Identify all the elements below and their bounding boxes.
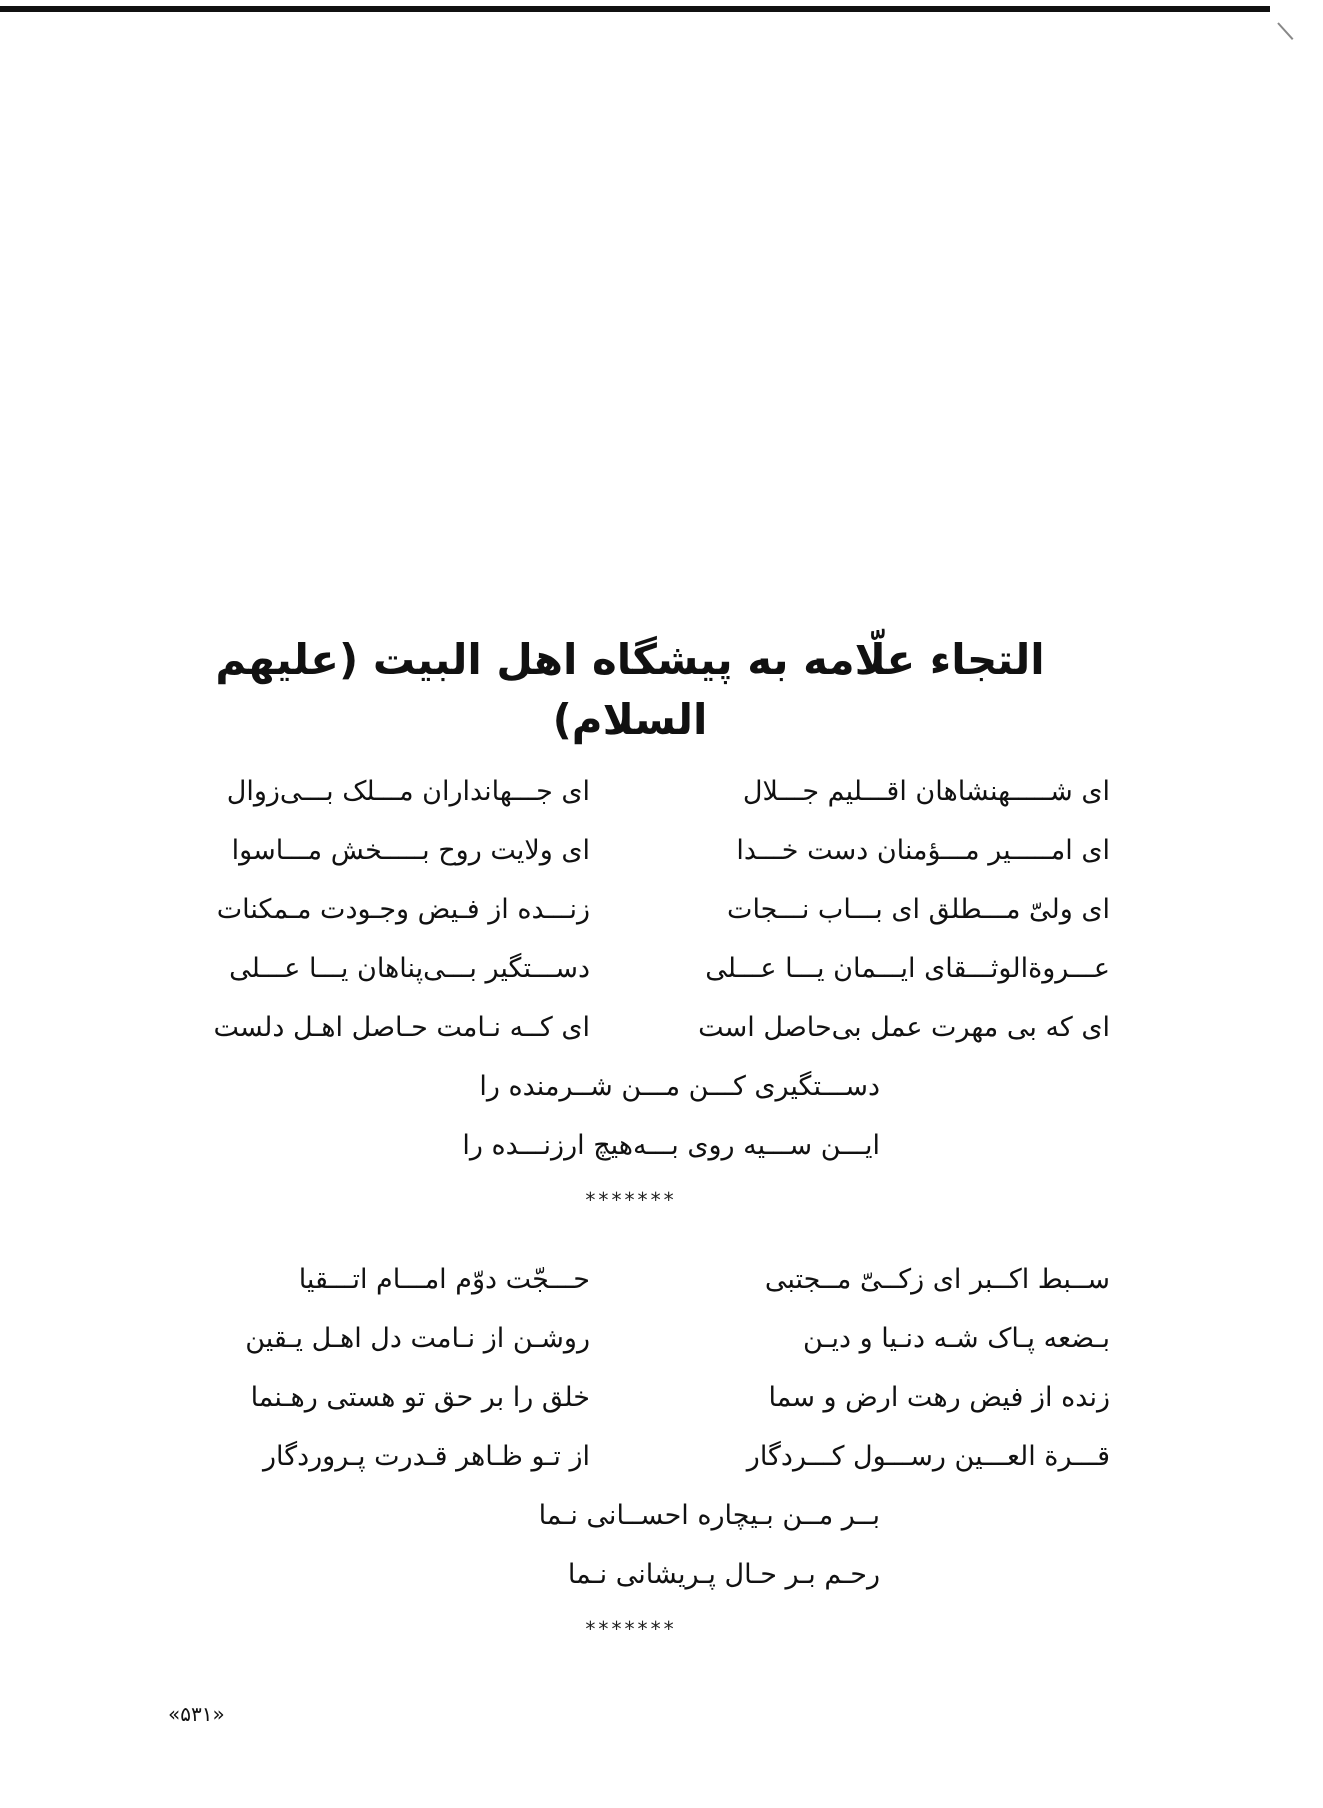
hemistich-second: روشـن از نـامت دل اهـل یـقین (245, 1322, 590, 1354)
refrain-text: بــر مــن بـیچاره احســانی نـما (538, 1499, 880, 1531)
couplet (150, 762, 1110, 821)
hemistich-first: ای که بی مهرت عمل بی‌حاصل است (698, 1011, 1110, 1043)
refrain-line (150, 1116, 1110, 1175)
hemistich-second: از تـو ظـاهر قـدرت پـروردگار (263, 1440, 590, 1472)
hemistich-first: ای ولیّ مـــطلق ای بـــاب نـــجات (727, 893, 1110, 925)
stanza-2 (150, 1250, 1110, 1654)
hemistich-second: حـــجّت دوّم امـــام اتـــقیا (298, 1263, 590, 1295)
refrain-line (150, 1486, 1110, 1545)
poem-title: التجاء علّامه به پیشگاه اهل البیت (علیهم السلام) (215, 635, 1045, 744)
stanza-1 (150, 762, 1110, 1225)
hemistich-second: ای ولایت روح بـــــخش مـــاسوا (231, 834, 590, 866)
hemistich-first: بـضعه پـاک شـه دنـیا و دیـن (803, 1322, 1110, 1354)
couplet (150, 880, 1110, 939)
couplet (150, 998, 1110, 1057)
hemistich-second: زنـــده از فـیض وجـودت مـمکنات (216, 893, 590, 925)
couplet (150, 1309, 1110, 1368)
asterisk-divider: ******* (584, 1188, 676, 1212)
refrain-text: رحـم بـر حـال پـریشانی نـما (567, 1558, 880, 1590)
couplet (150, 939, 1110, 998)
page (150, 0, 1110, 1808)
couplet (150, 821, 1110, 880)
corner-scan-mark (1277, 22, 1293, 40)
hemistich-second: ای کــه نـامت حـاصل اهـل دلست (213, 1011, 590, 1043)
hemistich-second: دســـتگیر بـــی‌پناهان یـــا عـــلی (229, 952, 590, 984)
hemistich-first: ای شـــــهنشاهان اقـــلیم جـــلال (742, 775, 1110, 807)
refrain-text: ایـــن ســـیه روی بـــه‌هیچ ارزنـــده را (462, 1129, 880, 1161)
asterisk-divider: ******* (584, 1617, 676, 1641)
hemistich-first: ســبط اکــبر ای زکــیّ مــجتبی (764, 1263, 1110, 1295)
couplet (150, 1368, 1110, 1427)
refrain-text: دســـتگیری کـــن مـــن شــرمنده را (479, 1070, 880, 1102)
refrain-line (150, 1057, 1110, 1116)
hemistich-first: قـــرة العـــین رســـول کـــردگار (746, 1440, 1110, 1472)
hemistich-first: عـــروةالوثـــقای ایـــمان یـــا عـــلی (705, 952, 1110, 984)
couplet (150, 1250, 1110, 1309)
hemistich-second: ای جـــهانداران مـــلک بـــی‌زوال (226, 775, 590, 807)
hemistich-second: خلق را بر حق تو هستی رهـنما (250, 1381, 590, 1413)
refrain-line (150, 1545, 1110, 1604)
page-number: «۵۳۱» (168, 1702, 225, 1726)
hemistich-first: زنده از فیض رهت ارض و سما (768, 1381, 1110, 1413)
couplet (150, 1427, 1110, 1486)
hemistich-first: ای امـــــیر مـــؤمنان دست خـــدا (736, 834, 1110, 866)
